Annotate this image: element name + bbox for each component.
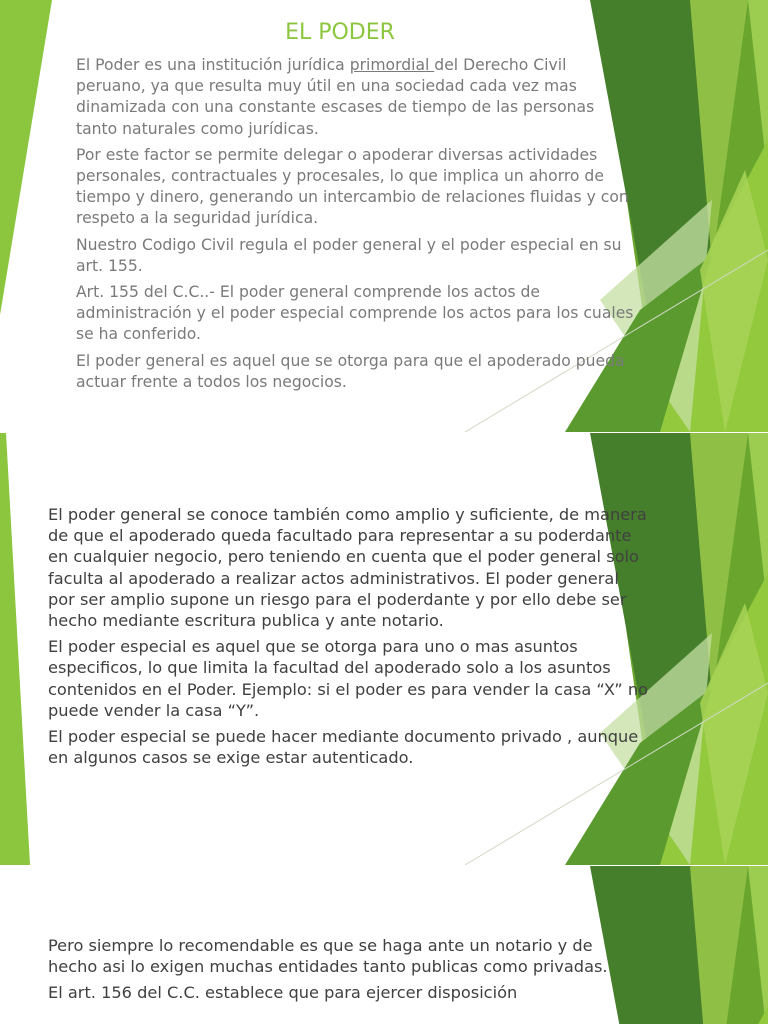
paragraph: Por este factor se permite delegar o apoderar diversas actividades personales, contractuales y procesales, lo que implica un ahorro de tiempo y dinero, generando un intercambio de relaciones fluidas y con respeto a la seguridad jurídica.: [76, 145, 629, 228]
slide-title: EL PODER: [285, 20, 395, 45]
slide-3: [0, 866, 768, 1024]
paragraph: El art. 156 del C.C. establece que para ejercer disposición: [48, 983, 518, 1003]
paragraph: El poder especial es aquel que se otorga para uno o mas asuntos especificos, lo que limita la facultad del apoderado solo a los asuntos contenidos en el Poder. Ejemplo: si el poder es para vender la casa “X” no puede vender la casa “Y”.: [48, 637, 648, 720]
paragraph: El poder especial se puede hacer mediante documento privado , aunque en algunos casos se exige estar autenticado.: [48, 727, 639, 768]
slide-2: [0, 433, 768, 865]
paragraph: Art. 155 del C.C..- El poder general comprende los actos de administración y el poder especial comprende los actos para los cuales se ha conferido.: [76, 283, 634, 344]
paragraph: Nuestro Codigo Civil regula el poder general y el poder especial en su art. 155.: [76, 235, 622, 275]
slide-body: [48, 935, 628, 1009]
paragraph-text: del Derecho Civil peruano, ya que resulta muy útil en una sociedad cada vez mas dinamizada con una constante escases de tiempo de las personas tanto naturales como jurídicas.: [76, 56, 595, 138]
paragraph: Pero siempre lo recomendable es que se haga ante un notario y de hecho asi lo exigen muchas entidades tanto publicas como privadas.: [48, 936, 608, 977]
paragraph: El poder general se conoce también como amplio y suficiente, de manera de que el apoderado queda facultado para representar a su poderdante en cualquier negocio, pero teniendo en cuenta que el poder general solo faculta al apoderado a realizar actos administrativos. El poder general por ser amplio supone un riesgo para el poderdante y por ello debe ser hecho mediante escritura publica y ante notario.: [48, 505, 647, 631]
paragraph: [76, 55, 636, 140]
slide-1: [0, 0, 768, 432]
slide-body: [76, 55, 636, 398]
slide-body: [48, 504, 648, 773]
paragraph: El poder general es aquel que se otorga para que el apoderado pueda actuar frente a todos los negocios.: [76, 351, 625, 391]
paragraph-text: El Poder es una institución jurídica: [76, 56, 350, 74]
underlined-word: primordial: [349, 56, 435, 74]
